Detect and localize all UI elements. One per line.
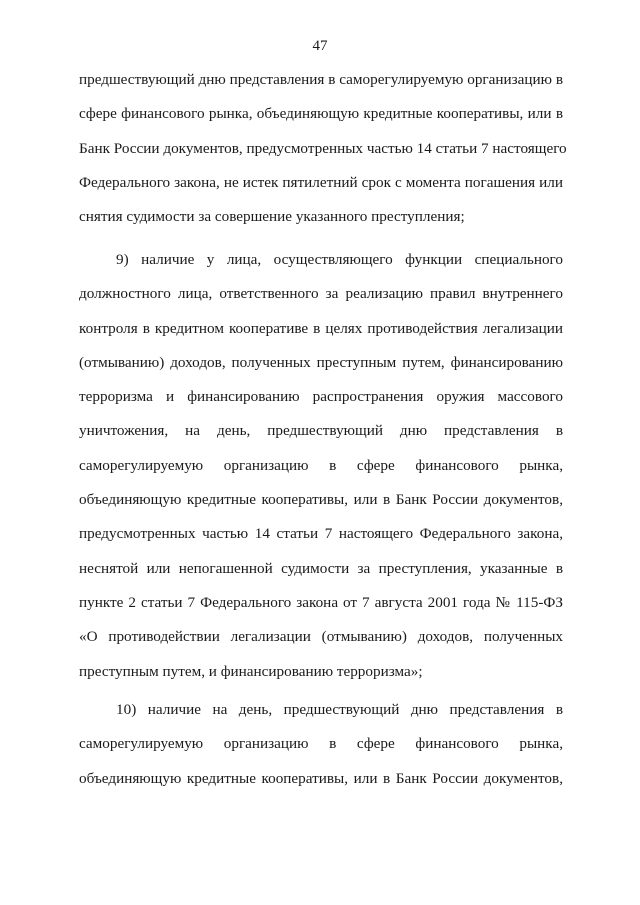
text-line: терроризма и финансированию распространения оружия массового: [79, 388, 563, 406]
text-line: контроля в кредитном кооперативе в целях противодействия легализации: [79, 319, 563, 337]
text-line: предшествующий дню представления в саморегулируемую организацию в: [79, 71, 563, 88]
text-line: Федерального закона, не истек пятилетний срок с момента погашения или: [79, 173, 563, 191]
text-line: саморегулируемую организацию в сфере финансового рынка,: [79, 735, 563, 753]
text-line: пункте 2 статьи 7 Федерального закона от 7 августа 2001 года № 115-ФЗ: [79, 593, 563, 611]
paragraph-item-9: [79, 250, 563, 696]
text-line: «О противодействии легализации (отмыванию) доходов, полученных: [79, 628, 563, 646]
text-line: преступным путем, и финансированию терроризма»;: [79, 662, 423, 680]
text-line: (отмыванию) доходов, полученных преступным путем, финансированию: [79, 353, 563, 371]
text-line: должностного лица, ответственного за реализацию правил внутреннего: [79, 285, 563, 303]
text-line: неснятой или непогашенной судимости за преступления, указанные в: [79, 559, 563, 577]
text-line: уничтожения, на день, предшествующий дню представления в: [79, 422, 563, 440]
text-line: предусмотренных частью 14 статьи 7 настоящего Федерального закона,: [79, 525, 563, 543]
text-line: 10) наличие на день, предшествующий дню представления в: [116, 701, 563, 718]
paragraph-item-10: [79, 700, 563, 803]
paragraph-continuation: [79, 70, 567, 241]
text-line: снятия судимости за совершение указанного преступления;: [79, 208, 465, 226]
text-line: сфере финансового рынка, объединяющую кредитные кооперативы, или в: [79, 105, 563, 123]
text-line: объединяющую кредитные кооперативы, или в Банк России документов,: [79, 769, 563, 787]
text-line: Банк России документов, предусмотренных частью 14 статьи 7 настоящего: [79, 139, 567, 157]
page-number: 47: [312, 38, 328, 54]
text-line: 9) наличие у лица, осуществляющего функции специального: [116, 251, 563, 268]
text-line: саморегулируемую организацию в сфере финансового рынка,: [79, 456, 563, 474]
text-line: объединяющую кредитные кооперативы, или в Банк России документов,: [79, 491, 563, 509]
